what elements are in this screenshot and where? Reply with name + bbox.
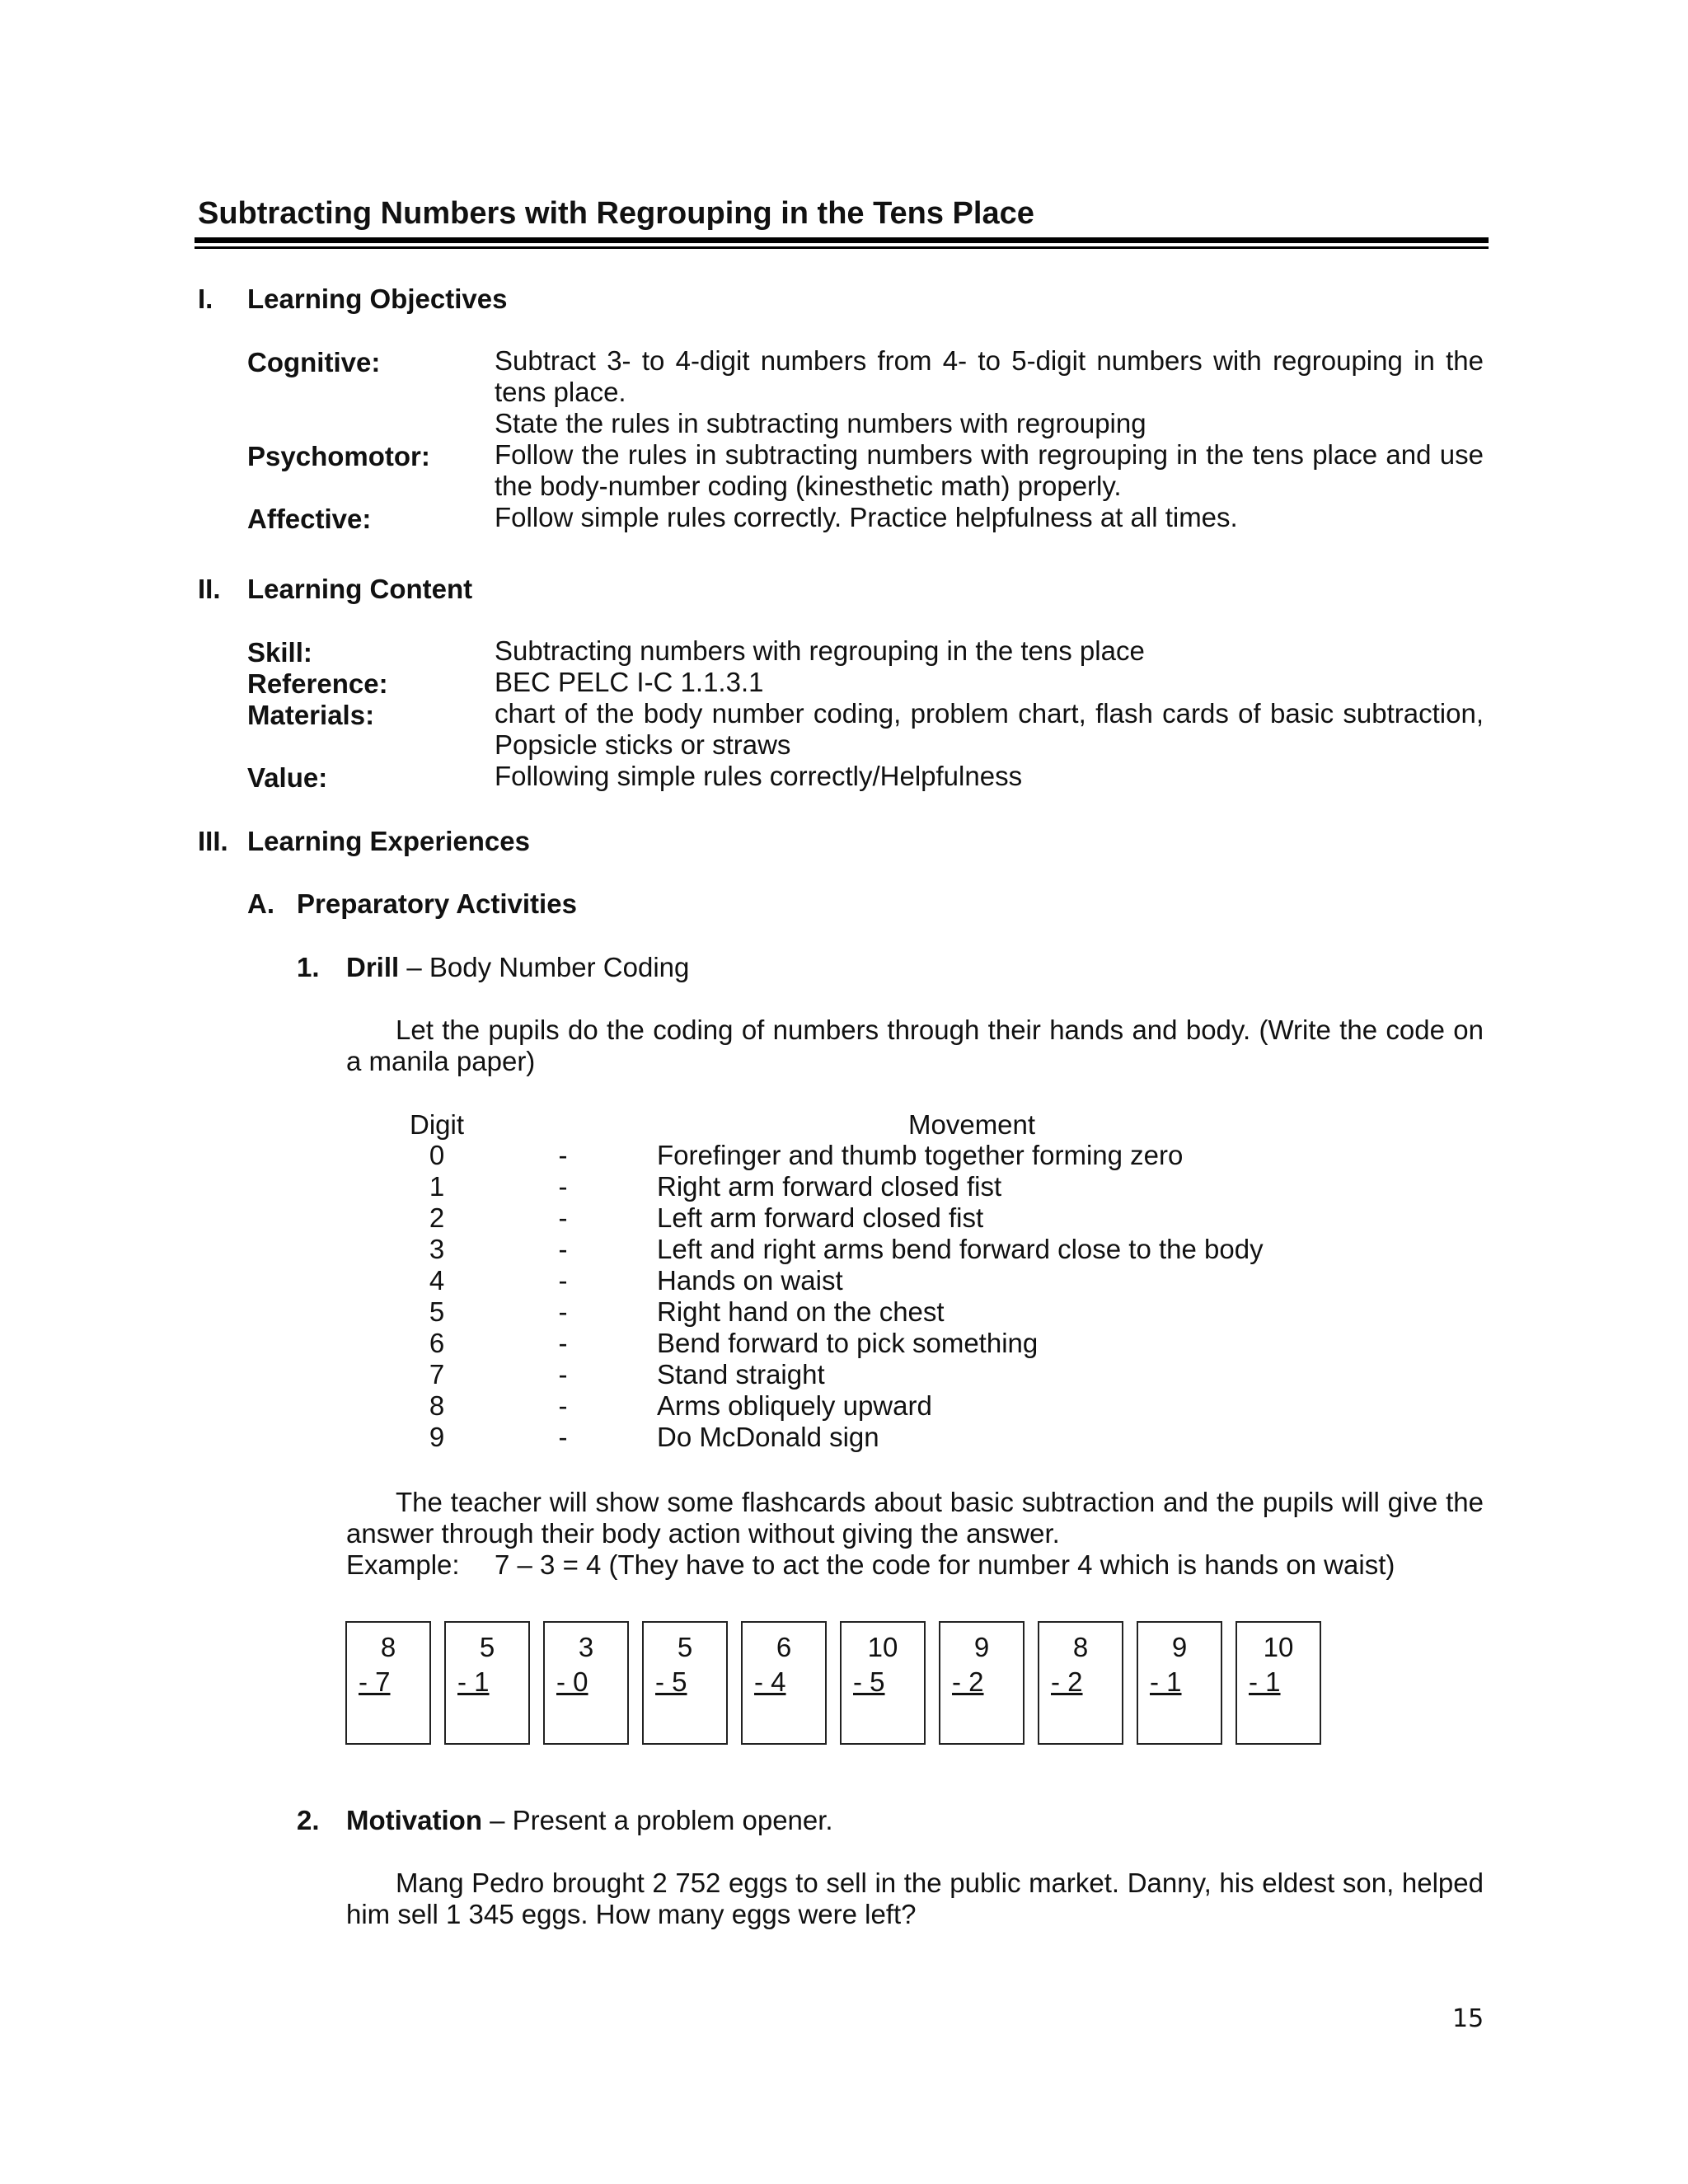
card-subtrahend: - 4	[754, 1666, 786, 1697]
dash-cell: -	[558, 1296, 568, 1327]
dash-cell: -	[558, 1234, 568, 1264]
card-subtrahend: - 1	[457, 1666, 490, 1697]
dash-cell: -	[558, 1202, 568, 1233]
example-label: Example:	[346, 1549, 460, 1580]
movement-cell: Left and right arms bend forward close to the body	[657, 1234, 1264, 1264]
movement-cell: Stand straight	[657, 1359, 825, 1390]
page-title: Subtracting Numbers with Regrouping in the Tens Place	[198, 196, 1034, 231]
card-minuend: 5	[677, 1632, 693, 1662]
card-subtrahend: - 5	[655, 1666, 687, 1697]
flash-card	[939, 1621, 1025, 1745]
card-minuend: 9	[973, 1632, 990, 1662]
movement-cell: Right hand on the chest	[657, 1296, 945, 1327]
value-text: Following simple rules correctly/Helpfulness	[495, 761, 1023, 791]
table-header-movement: Movement	[908, 1109, 1036, 1140]
flashcard-paragraph: The teacher will show some flashcards about basic subtraction and the pupils will give the answer through their body action without giving the answer.	[346, 1487, 1484, 1549]
digit-cell: 8	[429, 1390, 445, 1421]
cognitive-label: Cognitive:	[247, 347, 381, 377]
movement-cell: Hands on waist	[657, 1265, 843, 1296]
item2-title	[346, 1805, 833, 1836]
movement-cell: Arms obliquely upward	[657, 1390, 932, 1421]
flash-card	[444, 1621, 530, 1745]
flash-card	[543, 1621, 629, 1745]
item2-number: 2.	[297, 1805, 320, 1835]
reference-text: BEC PELC I-C 1.1.3.1	[495, 667, 764, 697]
title-rule-thick	[195, 237, 1489, 243]
card-minuend: 8	[380, 1632, 396, 1662]
dash-cell: -	[558, 1422, 568, 1452]
title-rule-thin	[195, 246, 1489, 249]
motivation-paragraph: Mang Pedro brought 2 752 eggs to sell in the public market. Danny, his eldest son, helped him sell 1 345 eggs. How many eggs were left?	[346, 1868, 1484, 1929]
movement-cell: Forefinger and thumb together forming zero	[657, 1140, 1184, 1170]
card-subtrahend: - 2	[1051, 1666, 1083, 1697]
flash-card	[642, 1621, 728, 1745]
table-header-digit: Digit	[410, 1109, 465, 1140]
item1-bold: Drill	[346, 952, 400, 982]
reference-label: Reference:	[247, 668, 388, 699]
digit-cell: 9	[429, 1422, 445, 1452]
card-minuend: 10	[867, 1632, 898, 1662]
dash-cell: -	[558, 1390, 568, 1421]
dash-cell: -	[558, 1265, 568, 1296]
flash-card	[1038, 1621, 1123, 1745]
skill-label: Skill:	[247, 637, 312, 668]
section1-heading: Learning Objectives	[247, 284, 508, 314]
page-number: 15	[1452, 2004, 1484, 2033]
card-subtrahend: - 2	[952, 1666, 984, 1697]
card-minuend: 10	[1263, 1632, 1294, 1662]
section2-number: II.	[198, 574, 221, 604]
item1-rest: – Body Number Coding	[399, 952, 690, 982]
flash-card	[1236, 1621, 1321, 1745]
item2-rest: – Present a problem opener.	[481, 1805, 833, 1835]
movement-cell: Do McDonald sign	[657, 1422, 879, 1452]
flash-card	[345, 1621, 431, 1745]
card-subtrahend: - 1	[1249, 1666, 1281, 1697]
item2-bold: Motivation	[346, 1805, 482, 1835]
dash-cell: -	[558, 1171, 568, 1202]
dash-cell: -	[558, 1328, 568, 1358]
card-subtrahend: - 5	[853, 1666, 885, 1697]
drill-paragraph: Let the pupils do the coding of numbers through their hands and body. (Write the code on a manila paper)	[346, 1015, 1484, 1076]
cognitive-text-2: State the rules in subtracting numbers with regrouping	[495, 408, 1146, 438]
digit-cell: 4	[429, 1265, 445, 1296]
digit-cell: 6	[429, 1328, 445, 1358]
digit-cell: 3	[429, 1234, 445, 1264]
card-subtrahend: - 7	[359, 1666, 391, 1697]
psychomotor-text: Follow the rules in subtracting numbers with regrouping in the tens place and use the body-number coding (kinesthetic math) properly.	[495, 439, 1484, 501]
digit-cell: 2	[429, 1202, 445, 1233]
subsection-a-letter: A.	[247, 888, 274, 919]
psychomotor-label: Psychomotor:	[247, 441, 430, 471]
movement-cell: Right arm forward closed fist	[657, 1171, 1002, 1202]
card-minuend: 5	[479, 1632, 495, 1662]
card-minuend: 3	[578, 1632, 594, 1662]
card-minuend: 9	[1171, 1632, 1188, 1662]
digit-cell: 1	[429, 1171, 445, 1202]
section3-heading: Learning Experiences	[247, 826, 530, 856]
affective-label: Affective:	[247, 504, 372, 534]
movement-cell: Bend forward to pick something	[657, 1328, 1039, 1358]
section3-number: III.	[198, 826, 228, 856]
dash-cell: -	[558, 1140, 568, 1170]
digit-cell: 5	[429, 1296, 445, 1327]
card-subtrahend: - 0	[556, 1666, 588, 1697]
cognitive-text: Subtract 3- to 4-digit numbers from 4- to 5-digit numbers with regrouping in the tens place.	[495, 345, 1484, 407]
item1-number: 1.	[297, 952, 320, 982]
subsection-a-heading: Preparatory Activities	[297, 888, 577, 919]
flash-card	[1137, 1621, 1222, 1745]
flash-card	[741, 1621, 827, 1745]
item1-title	[346, 952, 689, 983]
example-text: 7 – 3 = 4 (They have to act the code for number 4 which is hands on waist)	[495, 1549, 1395, 1580]
skill-text: Subtracting numbers with regrouping in the tens place	[495, 635, 1145, 666]
section2-heading: Learning Content	[247, 574, 473, 604]
materials-text: chart of the body number coding, problem chart, flash cards of basic subtraction, Popsicle sticks or straws	[495, 698, 1484, 760]
materials-label: Materials:	[247, 700, 375, 730]
section1-number: I.	[198, 284, 213, 314]
affective-text: Follow simple rules correctly. Practice helpfulness at all times.	[495, 502, 1238, 532]
card-minuend: 6	[776, 1632, 792, 1662]
digit-cell: 7	[429, 1359, 445, 1390]
card-subtrahend: - 1	[1150, 1666, 1182, 1697]
digit-cell: 0	[429, 1140, 445, 1170]
value-label: Value:	[247, 762, 328, 793]
flash-card	[840, 1621, 926, 1745]
dash-cell: -	[558, 1359, 568, 1390]
card-minuend: 8	[1072, 1632, 1089, 1662]
movement-cell: Left arm forward closed fist	[657, 1202, 984, 1233]
